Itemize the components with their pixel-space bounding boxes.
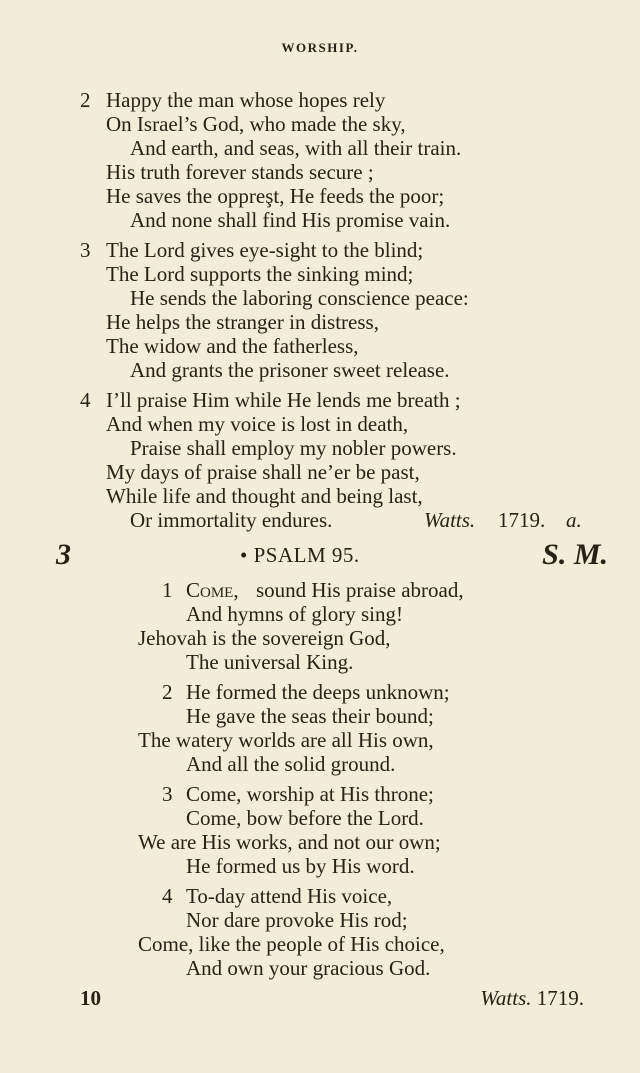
verse-line: He gave the seas their bound; [186, 704, 434, 728]
first-word: Come, [186, 578, 239, 602]
verse-line: While life and thought and being last, [106, 484, 423, 508]
stanza-number: 3 [162, 782, 173, 806]
verse-line: He formed the deeps unknown; [186, 680, 450, 704]
verse-line: Come, bow before the Lord. [186, 806, 424, 830]
verse-line: He sends the laboring conscience peace: [130, 286, 469, 310]
verse-line: The widow and the fatherless, [106, 334, 359, 358]
stanza-number: 4 [162, 884, 173, 908]
verse-line: The Lord supports the sinking mind; [106, 262, 414, 286]
page-number: 10 [80, 986, 101, 1010]
footer-attribution [480, 986, 584, 1010]
verse-line: My days of praise shall ne’er be past, [106, 460, 420, 484]
verse-line: And none shall find His promise vain. [130, 208, 451, 232]
attribution-author: Watts. [424, 508, 476, 532]
verse-line: He saves the oppreşt, He feeds the poor; [106, 184, 445, 208]
stanza-number: 1 [162, 578, 173, 602]
verse-line: And own your gracious God. [186, 956, 431, 980]
verse-line: The Lord gives eye-sight to the blind; [106, 238, 424, 262]
verse-line: And grants the prisoner sweet release. [130, 358, 450, 382]
verse-line: I’ll praise Him while He lends me breath ; [106, 388, 461, 412]
verse-line: To-day attend His voice, [186, 884, 393, 908]
page-header: WORSHIP. [281, 40, 359, 55]
attribution-year: 1719. [498, 508, 546, 532]
verse-line: Praise shall employ my nobler powers. [130, 436, 457, 460]
verse-line: Jehovah is the sovereign God, [138, 626, 391, 650]
verse-line: sound His praise abroad, [256, 578, 464, 602]
footer-year: 1719. [536, 986, 584, 1010]
meter-label: S. M. [542, 538, 608, 571]
verse-line: His truth forever stands secure ; [106, 160, 374, 184]
verse-line: And when my voice is lost in death, [106, 412, 409, 436]
verse-line: Come, worship at His throne; [186, 782, 434, 806]
verse-line: Come, like the people of His choice, [138, 932, 445, 956]
stanza-number: 2 [162, 680, 173, 704]
verse-line: We are His works, and not our own; [138, 830, 441, 854]
verse-line: Happy the man whose hopes rely [106, 88, 386, 112]
verse-line: The universal King. [186, 650, 354, 674]
stanza-number: 3 [80, 238, 91, 262]
stanza-number: 4 [80, 388, 91, 412]
attribution-mark: a. [566, 508, 582, 532]
verse-line: The watery worlds are all His own, [138, 728, 434, 752]
verse-line: And hymns of glory sing! [186, 602, 403, 626]
stanza-number: 2 [80, 88, 91, 112]
verse-line: Or immortality endures. [130, 508, 333, 532]
verse-line: And earth, and seas, with all their train. [130, 136, 462, 160]
footer-author: Watts. [480, 986, 532, 1010]
hymn-number: 3 [56, 538, 71, 571]
verse-line: And all the solid ground. [186, 752, 396, 776]
verse-line: He formed us by His word. [186, 854, 415, 878]
verse-line: Nor dare provoke His rod; [186, 908, 408, 932]
verse-line: He helps the stranger in distress, [106, 310, 379, 334]
verse-line: On Israel’s God, who made the sky, [106, 112, 406, 136]
psalm-title: • PSALM 95. [240, 543, 360, 567]
